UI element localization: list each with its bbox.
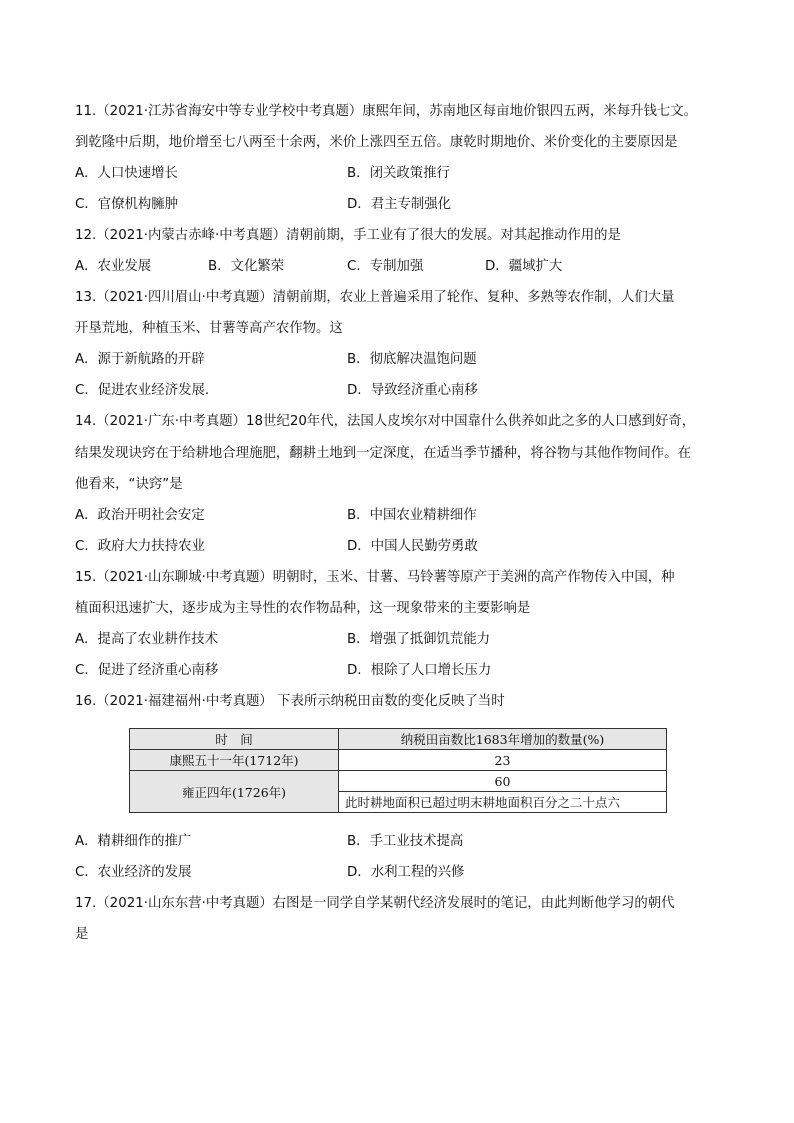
question-12-option-a: A．农业发展 — [75, 259, 152, 274]
question-15-option-b: B．增强了抵御饥荒能力 — [347, 632, 491, 647]
question-15-stem-line-2: 植面积迅速扩大，逐步成为主导性的农作物品种，这一现象带来的主要影响是 — [75, 601, 531, 616]
question-16-option-d: D．水利工程的兴修 — [347, 865, 465, 880]
table-header-row — [130, 729, 667, 750]
question-16-option-c: C．农业经济的发展 — [75, 865, 192, 880]
question-11-option-a: A．人口快速增长 — [75, 166, 178, 181]
question-12-stem: 12.（2021·内蒙古赤峰·中考真题）清朝前期，手工业有了很大的发展。对其起推动作用的是 — [75, 228, 621, 243]
table-cell-time: 康熙五十一年(1712年) — [130, 750, 339, 771]
table-cell-value: 23 — [339, 750, 667, 771]
question-17-stem-line-1: 17.（2021·山东东营·中考真题）右图是一同学自学某朝代经济发展时的笔记，由此判断他学习的朝代 — [75, 896, 675, 911]
table-row — [130, 750, 667, 771]
question-11-stem-line-2: 到乾隆中后期，地价增至七八两至十余两，米价上涨四至五倍。康乾时期地价、米价变化的主要原因是 — [75, 135, 678, 150]
question-16-option-a: A．精耕细作的推广 — [75, 834, 192, 849]
question-14-option-d: D．中国人民勤劳勇敢 — [347, 539, 478, 554]
table-row — [130, 771, 667, 792]
question-11-option-c: C．官僚机构臃肿 — [75, 197, 179, 212]
table-cell-time: 雍正四年(1726年) — [130, 771, 339, 813]
question-14-option-b: B．中国农业精耕细作 — [347, 508, 477, 523]
question-16-option-b: B．手工业技术提高 — [347, 834, 464, 849]
table-header-time: 时 间 — [130, 729, 339, 750]
question-14-option-c: C．政府大力扶持农业 — [75, 539, 205, 554]
table-header-value: 纳税田亩数比1683年增加的数量(%) — [339, 729, 667, 750]
question-13-stem-line-2: 开垦荒地，种植玉米、甘薯等高产农作物。这 — [75, 321, 343, 336]
question-14-option-a: A．政治开明社会安定 — [75, 508, 205, 523]
question-11-option-d: D．君主专制强化 — [347, 197, 452, 212]
question-14-stem-line-1: 14.（2021·广东·中考真题）18世纪20年代，法国人皮埃尔对中国靠什么供养如此之多的人口感到好奇， — [75, 414, 696, 429]
question-12-option-b: B．文化繁荣 — [208, 259, 285, 274]
question-13-stem-line-1: 13.（2021·四川眉山·中考真题）清朝前期，农业上普遍采用了轮作、复种、多熟等农作制，人们大量 — [75, 290, 675, 305]
question-13-option-d: D．导致经济重心南移 — [347, 383, 478, 398]
question-14-stem-line-2: 结果发现诀窍在于给耕地合理施肥，翻耕土地到一定深度，在适当季节播种，将谷物与其他作物间作。在 — [75, 446, 691, 461]
table-cell-value: 60 — [339, 771, 667, 792]
tax-acreage-table — [129, 728, 667, 813]
question-13-option-c: C．促进农业经济发展. — [75, 383, 210, 398]
question-13-option-a: A．源于新航路的开辟 — [75, 352, 205, 367]
table-cell-note: 此时耕地面积已超过明末耕地面积百分之二十点六 — [339, 792, 667, 813]
question-12-option-c: C．专制加强 — [347, 259, 424, 274]
question-15-option-c: C．促进了经济重心南移 — [75, 663, 219, 678]
question-17-stem-line-2: 是 — [75, 927, 89, 942]
question-14-stem-line-3: 他看来，“诀窍”是 — [75, 477, 183, 492]
question-16-stem: 16.（2021·福建福州·中考真题） 下表所示纳税田亩数的变化反映了当时 — [75, 694, 505, 709]
question-15-option-d: D．根除了人口增长压力 — [347, 663, 492, 678]
question-15-stem-line-1: 15.（2021·山东聊城·中考真题）明朝时，玉米、甘薯、马铃薯等原产于美洲的高产作物传入中国，种 — [75, 570, 675, 585]
question-12-option-d: D．疆域扩大 — [485, 259, 563, 274]
question-13-option-b: B．彻底解决温饱问题 — [347, 352, 477, 367]
question-11-stem-line-1: 11.（2021·江苏省海安中等专业学校中考真题）康熙年间，苏南地区每亩地价银四五两，米每升钱七文。 — [75, 104, 698, 119]
question-11-option-b: B．闭关政策推行 — [347, 166, 450, 181]
question-15-option-a: A．提高了农业耕作技术 — [75, 632, 219, 647]
